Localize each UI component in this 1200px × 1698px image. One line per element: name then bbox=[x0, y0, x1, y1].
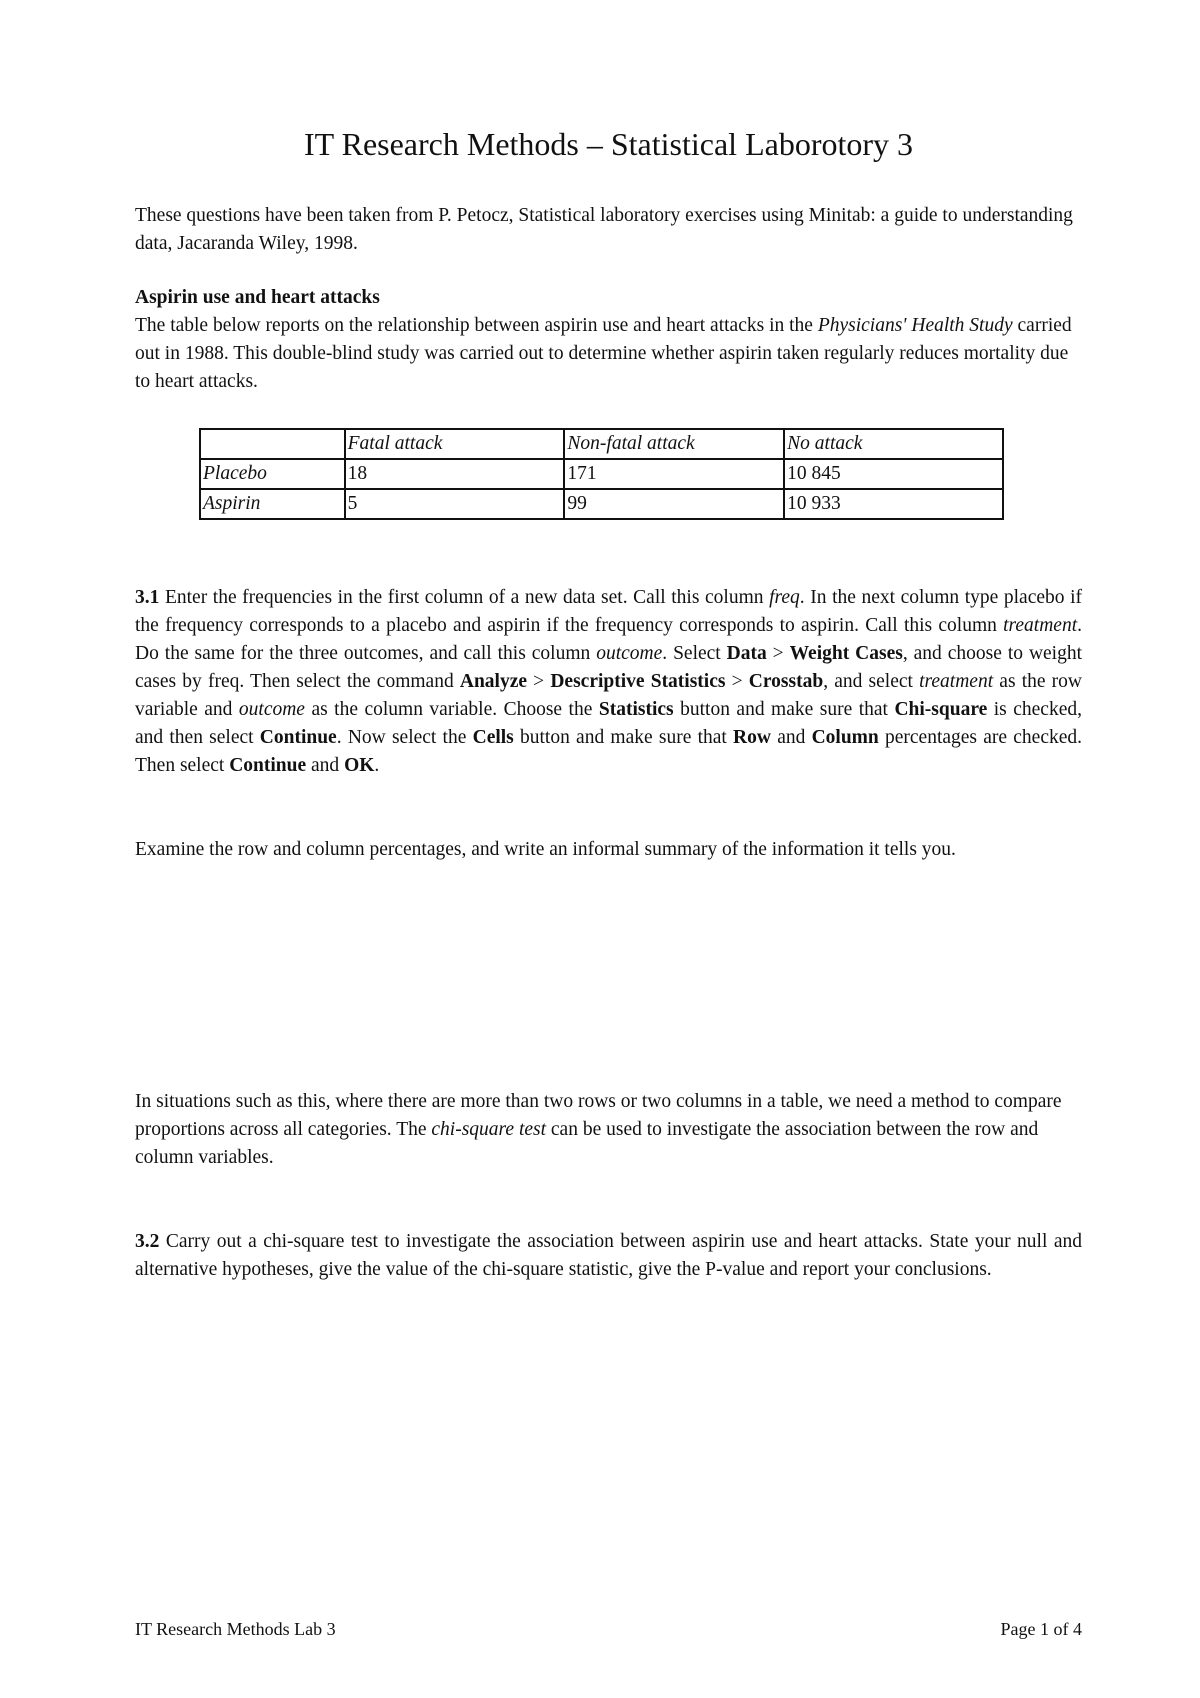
question-3-1: 3.1 Enter the frequencies in the first column of a new data set. Call this column freq. In the next column type placebo if the frequency corresponds to a placebo and aspirin if the frequency corresponds to aspirin. Call this column treatment. Do the same for the three outcomes, and call this column outcome. Select Data > Weight Cases, and choose to weight cases by freq. Then select the command Analyze > Descriptive Statistics > Crosstab, and select treatment as the row variable and outcome as the column variable. Choose the Statistics button and make sure that Chi-square is checked, and then select Continue. Now select the Cells button and make sure that Row and Column percentages are checked. Then select Continue and OK. bbox=[135, 587, 1083, 776]
footer-title: IT Research Methods Lab 3 bbox=[135, 1619, 336, 1639]
table-cell: 5 bbox=[345, 489, 565, 519]
table-header-cell: Fatal attack bbox=[345, 429, 565, 459]
table-row bbox=[200, 489, 1003, 519]
table-row bbox=[200, 459, 1003, 489]
chi-square-test-term: chi-square test bbox=[431, 1119, 547, 1140]
chi-square-intro-paragraph: In situations such as this, where there are more than two rows or two columns in a table, we need a method to compare proportions across all categories. The chi-square test can be used to investigate the association between the row and column variables. bbox=[135, 1091, 1062, 1168]
table-header-cell bbox=[200, 429, 345, 459]
row-label: Aspirin bbox=[200, 489, 345, 519]
table-cell: 10 845 bbox=[784, 459, 1003, 489]
examine-paragraph: Examine the row and column percentages, and write an informal summary of the information it tells you. bbox=[135, 839, 956, 860]
page-number: Page 1 of 4 bbox=[1000, 1619, 1082, 1639]
aspirin-table bbox=[199, 428, 1004, 520]
table-header-row bbox=[200, 429, 1003, 459]
table-cell: 99 bbox=[564, 489, 784, 519]
table-cell: 10 933 bbox=[784, 489, 1003, 519]
study-name: Physicians' Health Study bbox=[817, 315, 1013, 336]
table-cell: 18 bbox=[345, 459, 565, 489]
table-header-cell: No attack bbox=[784, 429, 1003, 459]
row-label: Placebo bbox=[200, 459, 345, 489]
section-heading: Aspirin use and heart attacks bbox=[135, 287, 380, 308]
table-cell: 171 bbox=[564, 459, 784, 489]
document-title: IT Research Methods – Statistical Laborotory 3 bbox=[303, 126, 914, 162]
intro-paragraph: These questions have been taken from P. Petocz, Statistical laboratory exercises using Minitab: a guide to understanding data, Jacaranda Wiley, 1998. bbox=[135, 205, 1073, 254]
section-paragraph: The table below reports on the relationship between aspirin use and heart attacks in the Physicians' Health Study carried out in 1988. This double-blind study was carried out to determine whether aspirin taken regularly reduces mortality due to heart attacks. bbox=[135, 315, 1072, 392]
table-header-cell: Non-fatal attack bbox=[564, 429, 784, 459]
question-3-2: 3.2 Carry out a chi-square test to investigate the association between aspirin use and heart attacks. State your null and alternative hypotheses, give the value of the chi-square statistic, give the P-value and report your conclusions. bbox=[135, 1231, 1082, 1280]
